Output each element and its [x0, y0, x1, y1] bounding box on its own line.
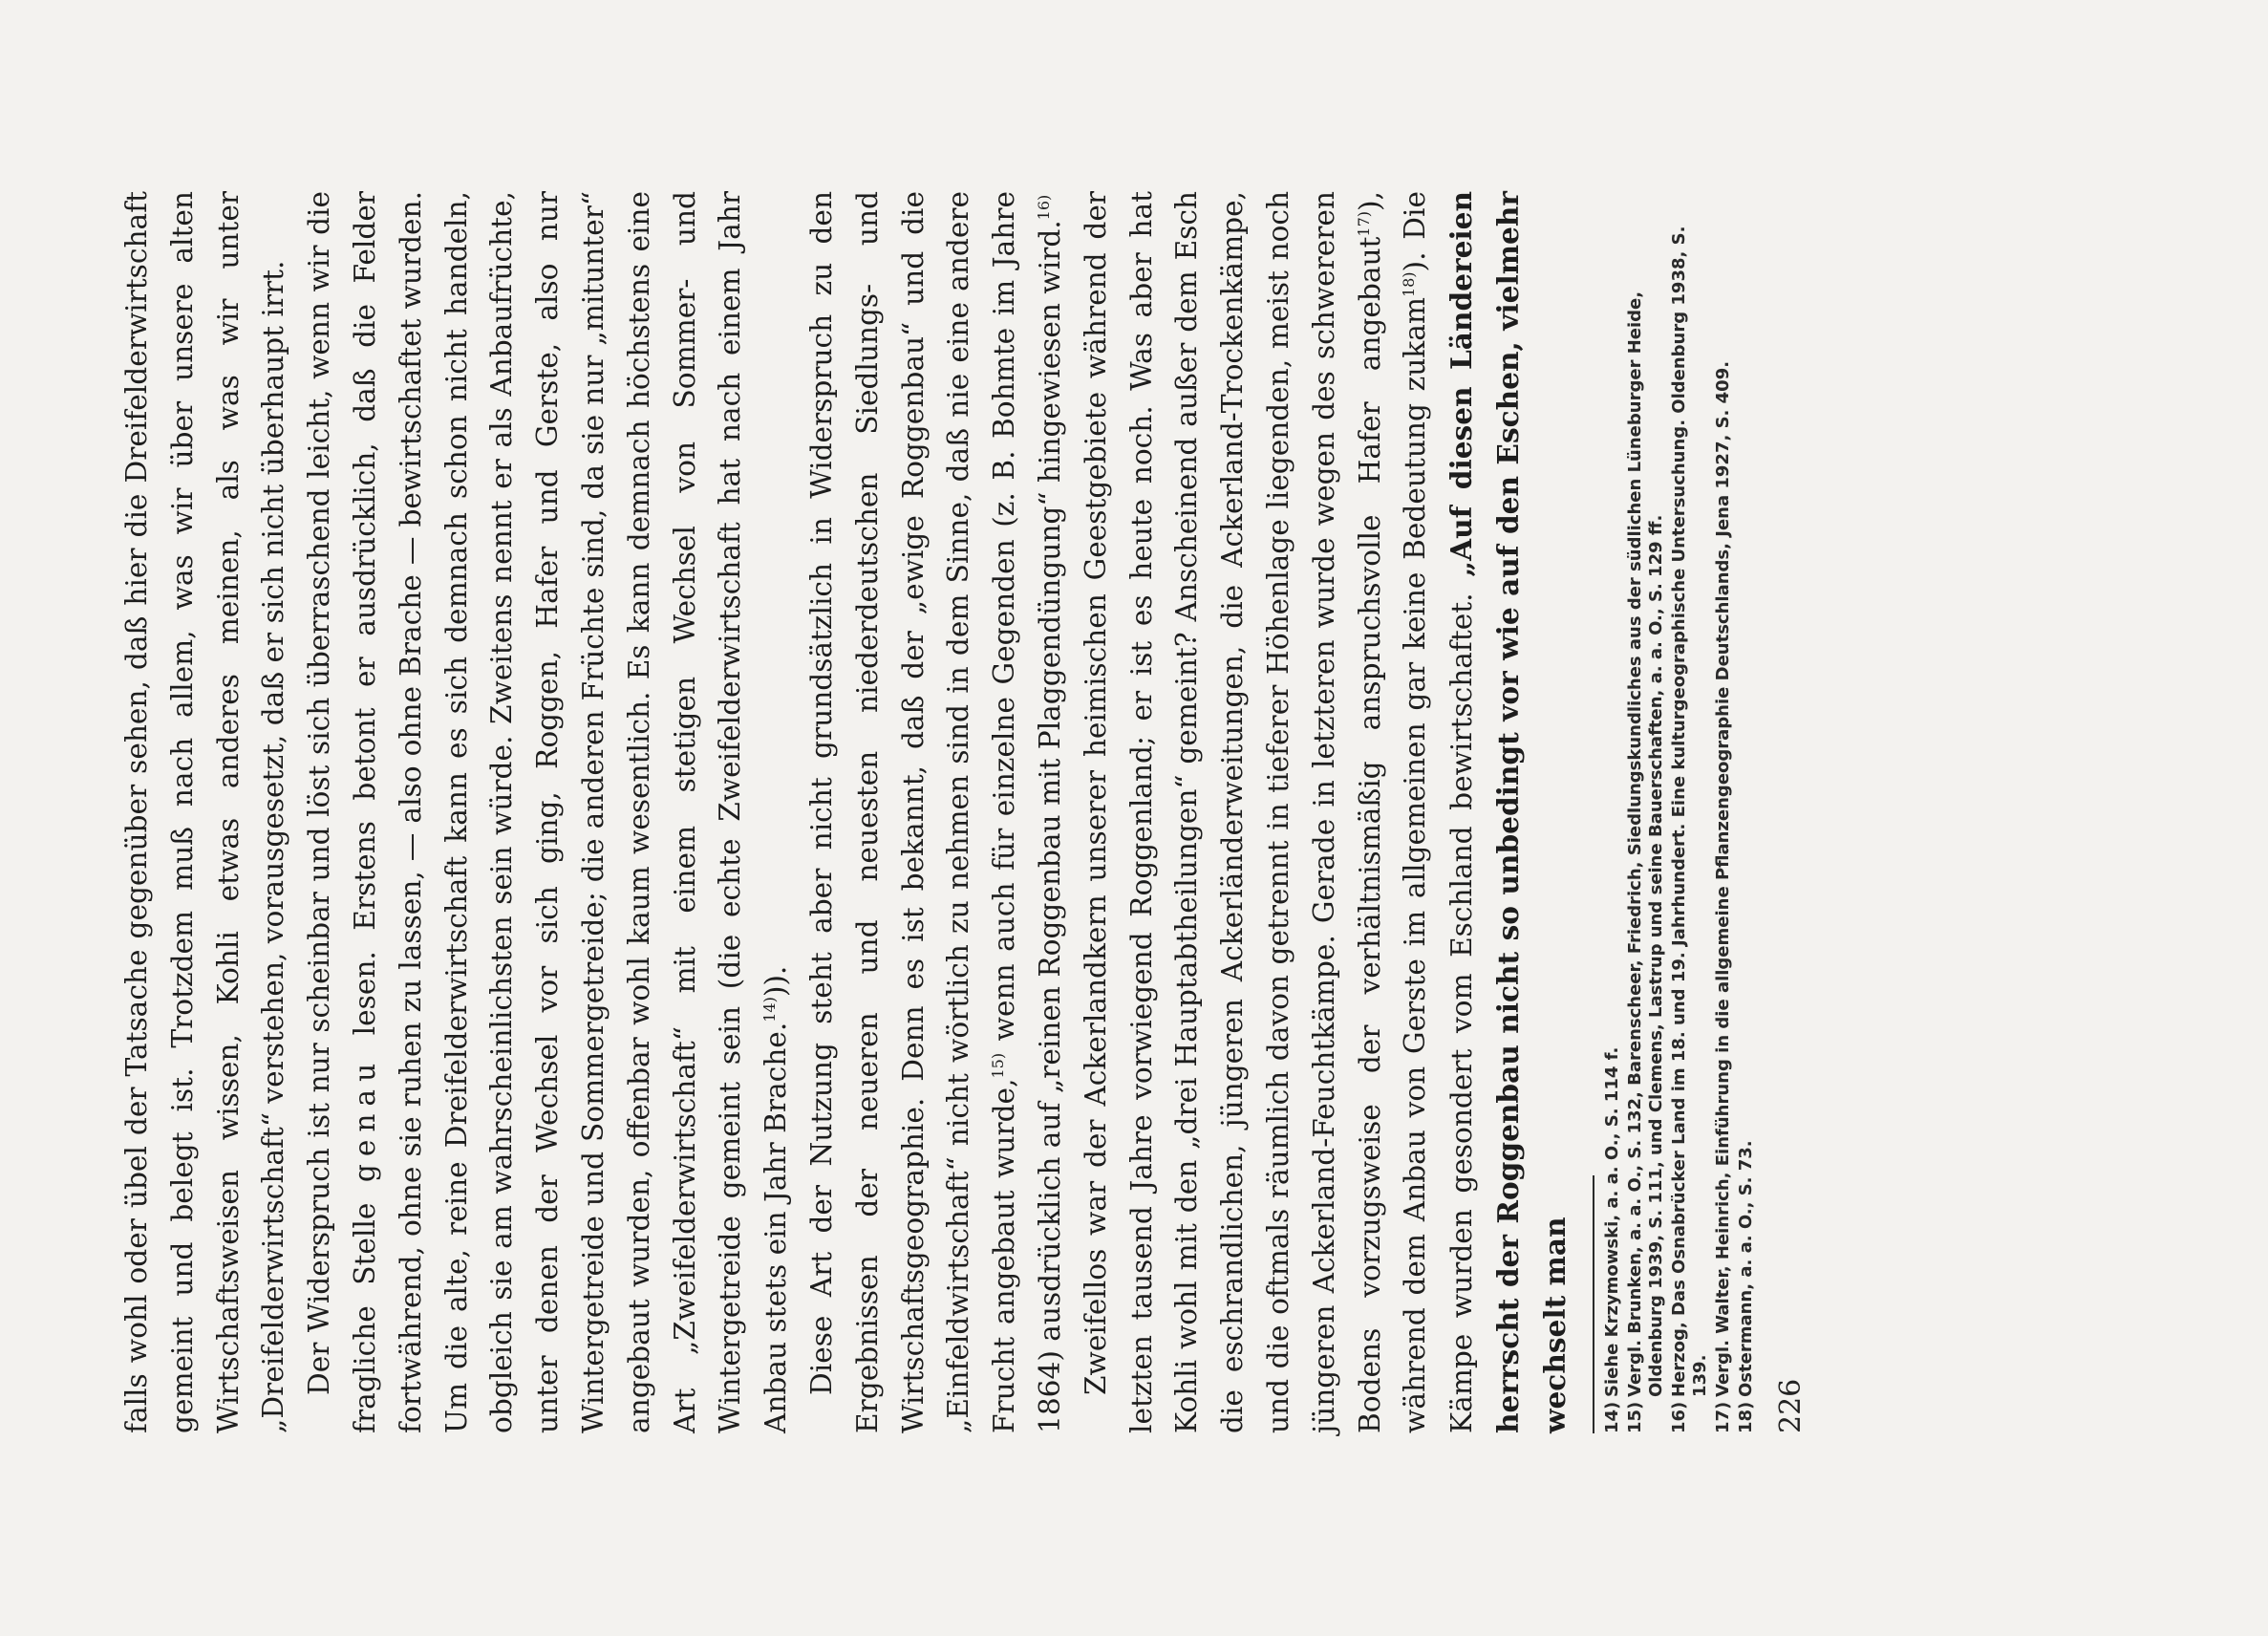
- text-segment: Der Widerspruch ist nur scheinbar und löst sich überraschend leicht, wenn wir die fragliche Stelle: [303, 191, 381, 1433]
- footnote-text: Herzog, Das Osnabrücker Land im 18. und 19. Jahrhundert. Eine kulturgeographische Untersuchung. Oldenburg 1938, S. 139.: [1668, 226, 1710, 1397]
- footnote: [1736, 191, 1757, 1433]
- footnote-mark: 14): [1601, 1401, 1622, 1433]
- footnote-reference: 14): [760, 997, 780, 1022]
- paragraph-p4: [1074, 191, 1579, 1433]
- page-number: 226: [1773, 1378, 1808, 1433]
- body-text: [115, 191, 1579, 1433]
- text-segment: ). Die Kämpe wurden gesondert vom Eschland bewirtschaftet.: [1399, 191, 1479, 1433]
- footnote-mark: 18): [1735, 1401, 1756, 1433]
- footnote-reference: 17): [1354, 210, 1373, 237]
- paragraph-p2: [297, 191, 800, 1433]
- footnote: [1669, 191, 1711, 1433]
- footnote-mark: 15): [1624, 1401, 1645, 1433]
- footnote-mark: 16): [1668, 1401, 1689, 1433]
- footnote-text: Siehe Krzymowski, a. a. O., S. 114 f.: [1601, 1046, 1622, 1397]
- text-segment: )).: [760, 965, 793, 998]
- footnote-text: Ostermann, a. a. O., S. 73.: [1735, 1140, 1756, 1397]
- text-segment: Diese Art der Nutzung steht aber nicht grundsätzlich in Widerspruch zu den Ergebnissen der neueren und neuesten niederdeutschen Siedlungs- und Wirtschaftsgeographie. Denn es ist bekannt, daß der „ewige Roggenbau“ und die „Einfeldwirtschaft“ nicht wörtlich zu nehmen sind in dem Sinne, daß nie eine andere Frucht angebaut wurde,: [804, 191, 1021, 1433]
- footnote-divider: [1593, 1175, 1594, 1433]
- footnote: [1625, 191, 1667, 1433]
- footnote-reference: 15): [989, 1052, 1008, 1079]
- paragraph-p3: [800, 191, 1074, 1433]
- footnote-text: Vergl. Walter, Heinrich, Einführung in die allgemeine Pflanzengeographie Deutschlands, Jena 1927, S. 409.: [1712, 360, 1733, 1397]
- text-segment: „Auf diesen Ländereien herrscht der Roggenbau nicht so unbedingt vor wie auf den Eschen, vielmehr wechselt man: [1444, 191, 1572, 1433]
- paragraph-p1: [115, 191, 297, 1433]
- footnote: [1602, 191, 1623, 1433]
- rotated-page-content: [115, 191, 2025, 1433]
- footnote: [1713, 191, 1734, 1433]
- footnote-reference: 16): [1035, 194, 1054, 221]
- text-segment: wenn auch für einzelne Gegenden (z. B. Bohmte im Jahre 1864) ausdrücklich auf „reinen Roggenbau mit Plaggendüngung“ hingewiesen wird.: [988, 191, 1066, 1433]
- footnote-reference: 18): [1400, 271, 1419, 298]
- text-segment: genau: [348, 1055, 381, 1183]
- text-segment: Zweifellos war der Ackerlandkern unserer heimischen Geestgebiete während der letzten tausend Jahre vorwiegend Roggenland; er ist es heute noch. Was aber hat Kohli wohl mit den „drei Hauptabtheilungen“ gemeint? Anscheinend außer dem Esch die eschrandlichen, jüngeren Ackerländerweitungen, die Ackerland-Trockenkämpe, und die oftmals räumlich davon getrennt in tieferer Höhenlage liegenden, meist noch jüngeren Ackerland-Feuchtkämpe. Gerade in letzteren wurde wegen des schwereren Bodens vorzugsweise der verhältnismäßig anspruchsvolle Hafer angebaut: [1079, 191, 1386, 1433]
- text-segment: lesen. Erstens betont er ausdrücklich, daß die Felder fortwährend, ohne sie ruhen zu lassen, — also ohne Brache — bewirtschaftet wurden. Um die alte, reine Dreifelderwirtschaft kann es sich demnach schon nicht handeln, obgleich sie am wahrscheinlichsten sein würde. Zweitens nennt er als Anbaufrüchte, unter denen der Wechsel vor sich ging, Roggen, Hafer und Gerste, also nur Wintergetreide und Sommergetreide; die anderen Früchte sind, da sie nur „mitunter“ angebaut wurden, offenbar wohl kaum wesentlich. Es kann demnach höchstens eine Art „Zweifelderwirtschaft“ mit einem stetigen Wechsel von Sommer- und Wintergetreide gemeint sein (die echte Zweifelderwirtschaft hat nach einem Jahr Anbau stets ein Jahr Brache.: [348, 190, 793, 1433]
- text-segment: falls wohl oder übel der Tatsache gegenüber sehen, daß hier die Dreifelderwirtschaft gemeint und belegt ist. Trotzdem muß nach allem, was wir über unsere alten Wirtschaftsweisen wissen, Kohli etwas anderes meinen, als was wir unter „Dreifelderwirtschaft“ verstehen, vorausgesetzt, daß er sich nicht überhaupt irrt.: [120, 191, 290, 1433]
- footnotes: [1602, 191, 1757, 1433]
- footnote-text: Vergl. Brunken, a. a. O., S. 132, Barenscheer, Friedrich, Siedlungskundliches aus der südlichen Lüneburger Heide, Oldenburg 1939, S. 111, und Clemens, Lastrup und seine Bauerschaften, a. a. O., S. 129 ff.: [1624, 291, 1666, 1397]
- text-segment: ), während dem Anbau von Gerste im allgemeinen gar keine Bedeutung zukam: [1353, 191, 1432, 1433]
- footnote-mark: 17): [1712, 1401, 1733, 1433]
